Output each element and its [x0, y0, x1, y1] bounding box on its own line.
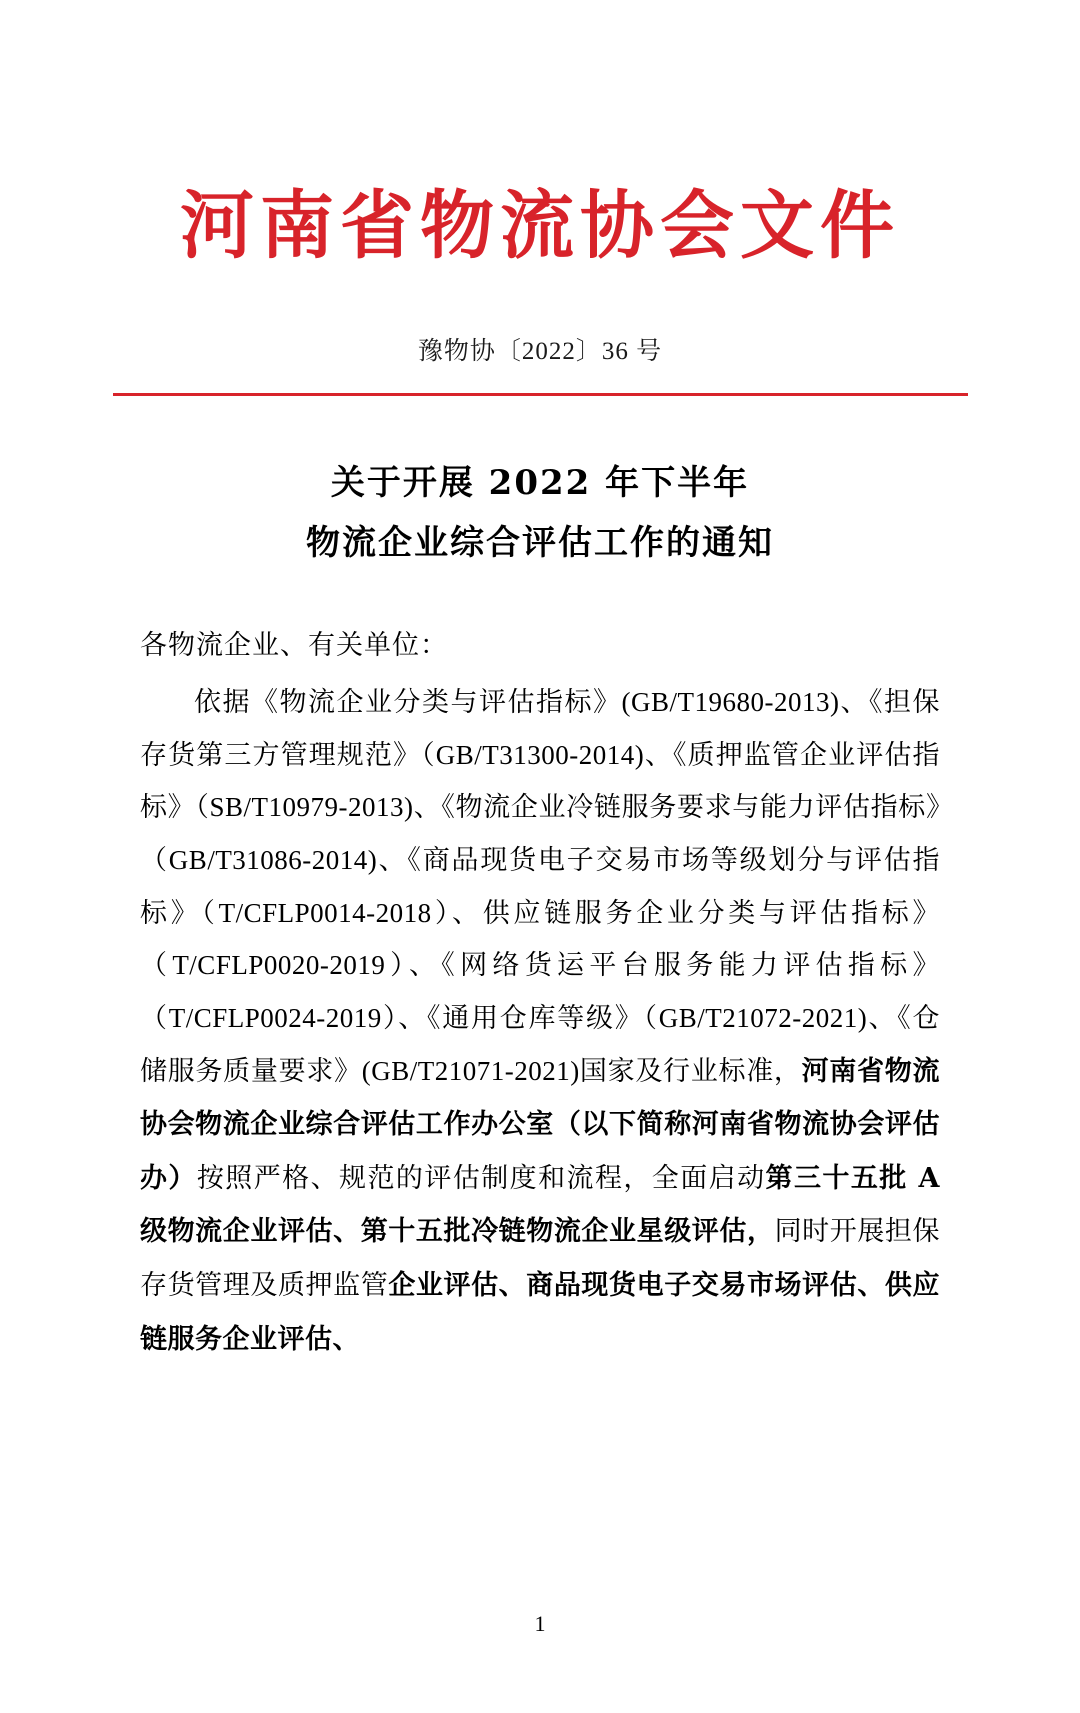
body-segment: 按照严格、规范的评估制度和流程，全面启动 — [196, 1162, 766, 1193]
body-segment: 同时开展担保存货管理及质押监管 — [140, 1216, 941, 1301]
page-number: 1 — [534, 1611, 546, 1636]
document-masthead: 河南省物流协会文件 — [180, 183, 900, 269]
title-line-2: 物流企业综合评估工作的通知 — [306, 522, 774, 563]
body-segment: 第三十五批 A 级物流企业评估、第十五批冷链物流企业星级评估， — [140, 1162, 940, 1248]
document-title — [0, 454, 1080, 573]
red-divider-rule — [113, 393, 968, 396]
document-page — [0, 183, 1080, 1713]
salutation: 各物流企业、有关单位： — [140, 630, 448, 661]
document-body — [140, 619, 940, 1366]
body-paragraph — [140, 676, 940, 1366]
title-line-1: 关于开展 2022 年下半年 — [330, 463, 750, 504]
body-segment: 河南省物流协会物流企业综合评估工作办公室（以下简称河南省物流协会评估办） — [140, 1055, 941, 1194]
document-number: 豫物协〔2022〕36 号 — [417, 338, 663, 366]
body-segment: 企业评估、商品现货电子交易市场评估、供应链服务企业评估、 — [140, 1270, 941, 1355]
body-segment: 依据《物流企业分类与评估指标》(GB/T19680-2013)、《担保存货第三方管理规范》（GB/T31300-2014)、《质押监管企业评估指标》（SB/T10979-2013)、《物流企业冷链服务要求与能力评估指标》（GB/T31086-2014)、《商品现货电子交易市场等级划分与评估指标》（T/CFLP0014-2018）、供应链服务企业分类与评估指标》（T/CFLP0020-2019）、《网络货运平台服务能力评估指标》（T/CFLP0024-2019）、《通用仓库等级》（GB/T21072-2021)、《仓储服务质量要求》(GB/T21071-2021)国家及行业标准， — [140, 687, 940, 1086]
